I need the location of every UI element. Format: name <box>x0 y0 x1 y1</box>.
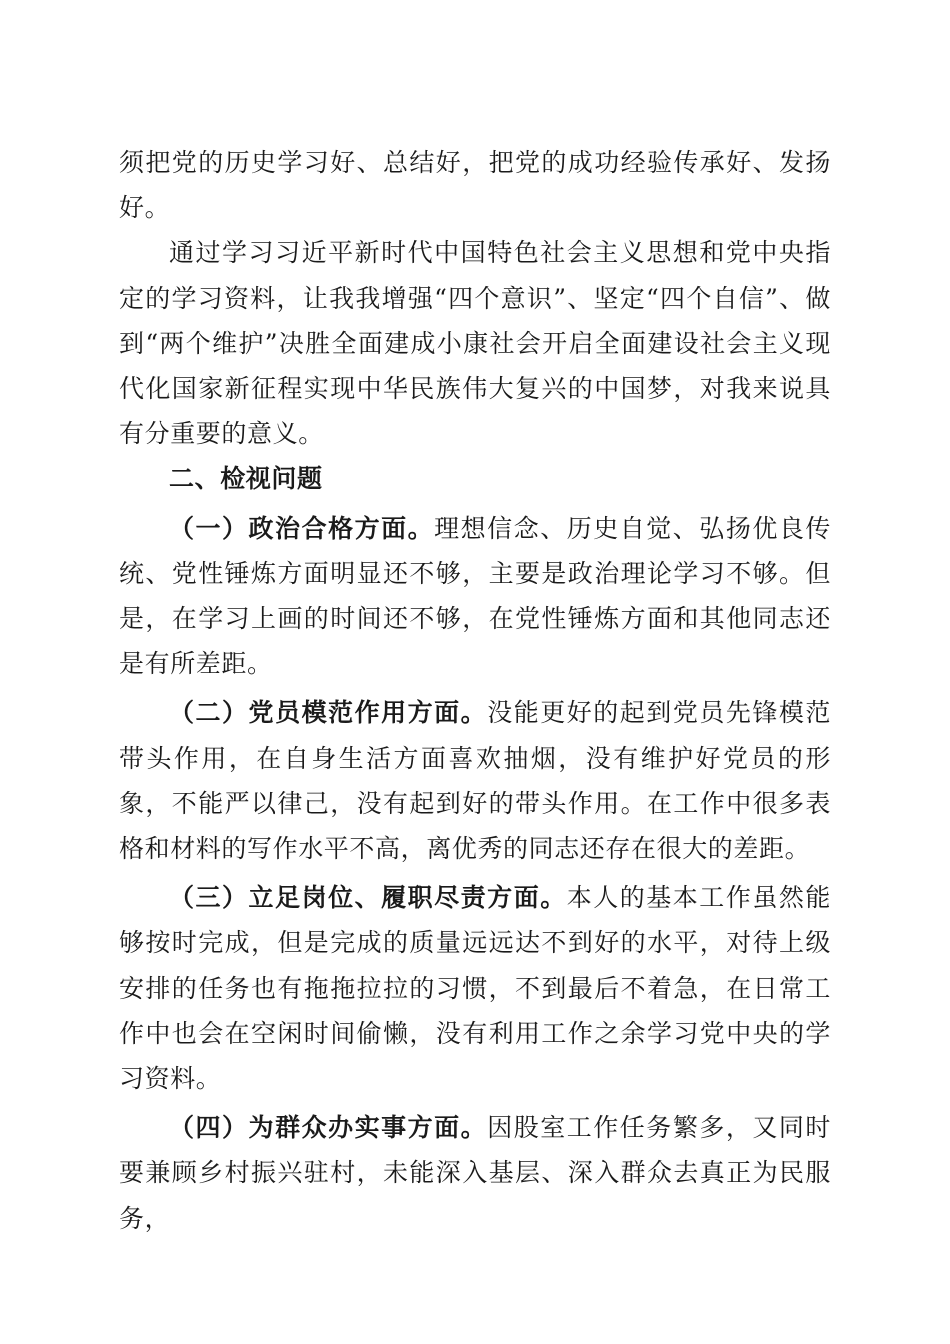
item-body: 本人的基本工作虽然能够按时完成，但是完成的质量远远达不到好的水平，对待上级安排的任务也有拖拖拉拉的习惯，不到最后不着急，在日常工作中也会在空闲时间偷懒，没有利用工作之余学习党中央的学习资料。 <box>119 883 831 1094</box>
item-title: （一）政治合格方面。 <box>169 513 435 543</box>
paragraph-study-significance: 通过学习习近平新时代中国特色社会主义思想和党中央指定的学习资料，让我我增强“四个意识”、坚定“四个自信”、做到“两个维护”决胜全面建成小康社会开启全面建设社会主义现代化国家新征程实现中华民族伟大复兴的中国梦，对我来说具有分重要的意义。 <box>119 238 831 449</box>
item-body: 理想信念、历史自觉、弘扬优良传统、党性锤炼方面明显还不够，主要是政治理论学习不够。但是，在学习上画的时间还不够，在党性锤炼方面和其他同志还是有所差距。 <box>119 513 831 679</box>
item-body: 没能更好的起到党员先锋模范带头作用，在自身生活方面喜欢抽烟，没有维护好党员的形象，不能严以律己，没有起到好的带头作用。在工作中很多表格和材料的写作水平不高，离优秀的同志还存在很大的差距。 <box>119 698 831 864</box>
item-job-duties <box>119 875 831 1101</box>
item-party-member-role <box>119 690 831 871</box>
paragraph-continuation: 须把党的历史学习好、总结好，把党的成功经验传承好、发扬好。 <box>119 148 831 223</box>
section-heading-review-problems: 二、检视问题 <box>169 464 323 494</box>
item-political-qualification <box>119 506 831 687</box>
item-body: 因股室工作任务繁多，又同时要兼顾乡村振兴驻村，未能深入基层、深入群众去真正为民服务， <box>119 1113 831 1233</box>
document-body <box>119 140 831 1241</box>
item-serving-the-people <box>119 1105 831 1241</box>
item-title: （四）为群众办实事方面。 <box>169 1113 488 1143</box>
item-title: （三）立足岗位、履职尽责方面。 <box>169 883 567 913</box>
item-title: （二）党员模范作用方面。 <box>169 698 488 728</box>
